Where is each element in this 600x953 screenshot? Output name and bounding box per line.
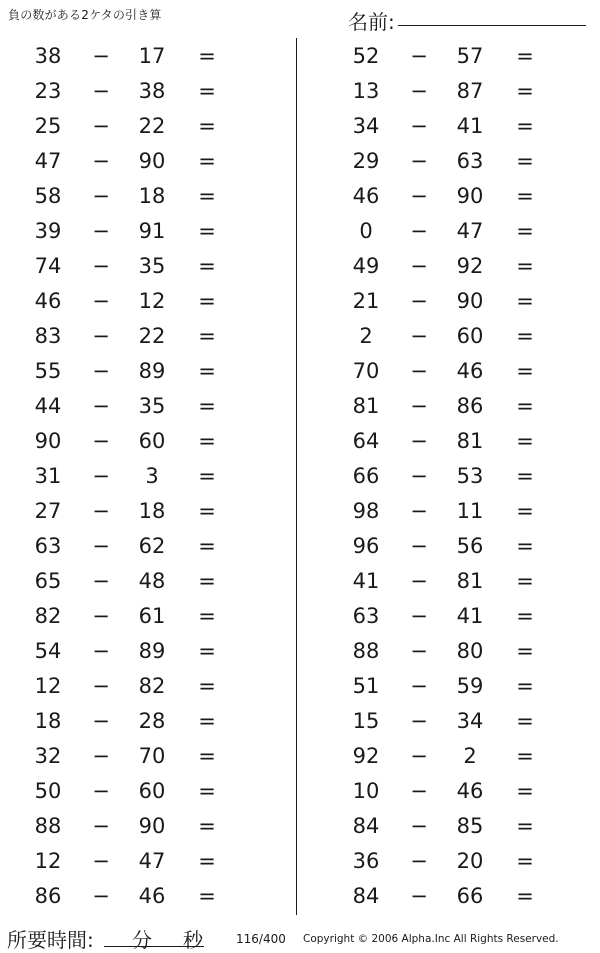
minus-sign: − bbox=[92, 254, 110, 278]
equals-sign: = bbox=[198, 254, 216, 278]
subtrahend: 60 bbox=[138, 779, 166, 803]
equals-sign: = bbox=[198, 849, 216, 873]
minuend: 13 bbox=[352, 79, 380, 103]
minuend: 10 bbox=[352, 779, 380, 803]
problem-row bbox=[0, 634, 260, 669]
minuend: 29 bbox=[352, 149, 380, 173]
minus-sign: − bbox=[410, 499, 428, 523]
minus-sign: − bbox=[92, 744, 110, 768]
problem-row bbox=[318, 844, 578, 879]
minus-sign: − bbox=[410, 149, 428, 173]
minus-sign: − bbox=[410, 324, 428, 348]
minuend: 23 bbox=[34, 79, 62, 103]
minus-sign: − bbox=[410, 184, 428, 208]
equals-sign: = bbox=[198, 534, 216, 558]
equals-sign: = bbox=[516, 44, 534, 68]
minuend: 88 bbox=[352, 639, 380, 663]
equals-sign: = bbox=[198, 289, 216, 313]
minus-sign: − bbox=[92, 884, 110, 908]
equals-sign: = bbox=[516, 709, 534, 733]
problem-row bbox=[0, 704, 260, 739]
minus-sign: − bbox=[92, 79, 110, 103]
equals-sign: = bbox=[198, 744, 216, 768]
minuend: 54 bbox=[34, 639, 62, 663]
subtrahend: 22 bbox=[138, 324, 166, 348]
minuend: 41 bbox=[352, 569, 380, 593]
minuend: 2 bbox=[359, 324, 373, 348]
equals-sign: = bbox=[516, 639, 534, 663]
subtrahend: 70 bbox=[138, 744, 166, 768]
equals-sign: = bbox=[198, 429, 216, 453]
minuend: 18 bbox=[34, 709, 62, 733]
minus-sign: − bbox=[410, 744, 428, 768]
problem-row bbox=[0, 809, 260, 844]
minus-sign: − bbox=[410, 394, 428, 418]
subtrahend: 12 bbox=[138, 289, 166, 313]
subtrahend: 47 bbox=[138, 849, 166, 873]
minuend: 0 bbox=[359, 219, 373, 243]
subtrahend: 28 bbox=[138, 709, 166, 733]
subtrahend: 41 bbox=[456, 604, 484, 628]
minus-sign: − bbox=[92, 709, 110, 733]
problem-row bbox=[318, 354, 578, 389]
problem-row bbox=[0, 74, 260, 109]
subtrahend: 46 bbox=[456, 779, 484, 803]
equals-sign: = bbox=[516, 744, 534, 768]
subtrahend: 35 bbox=[138, 254, 166, 278]
minuend: 31 bbox=[34, 464, 62, 488]
minus-sign: − bbox=[92, 464, 110, 488]
subtrahend: 66 bbox=[456, 884, 484, 908]
minuend: 84 bbox=[352, 884, 380, 908]
problem-row bbox=[0, 599, 260, 634]
minuend: 90 bbox=[34, 429, 62, 453]
subtrahend: 48 bbox=[138, 569, 166, 593]
equals-sign: = bbox=[516, 569, 534, 593]
problem-row bbox=[318, 564, 578, 599]
subtrahend: 80 bbox=[456, 639, 484, 663]
equals-sign: = bbox=[516, 814, 534, 838]
minuend: 64 bbox=[352, 429, 380, 453]
minuend: 88 bbox=[34, 814, 62, 838]
minus-sign: − bbox=[410, 849, 428, 873]
minus-sign: − bbox=[92, 324, 110, 348]
problem-row bbox=[318, 424, 578, 459]
problem-row bbox=[0, 284, 260, 319]
minuend: 46 bbox=[34, 289, 62, 313]
minus-sign: − bbox=[410, 779, 428, 803]
minus-sign: − bbox=[410, 639, 428, 663]
subtrahend: 56 bbox=[456, 534, 484, 558]
minuend: 47 bbox=[34, 149, 62, 173]
copyright-notice: Copyright © 2006 Alpha.Inc All Rights Reserved. bbox=[303, 933, 559, 945]
equals-sign: = bbox=[198, 44, 216, 68]
problem-row bbox=[318, 109, 578, 144]
equals-sign: = bbox=[198, 464, 216, 488]
minus-sign: − bbox=[92, 289, 110, 313]
equals-sign: = bbox=[198, 324, 216, 348]
equals-sign: = bbox=[516, 499, 534, 523]
equals-sign: = bbox=[198, 674, 216, 698]
equals-sign: = bbox=[198, 79, 216, 103]
minus-sign: − bbox=[92, 849, 110, 873]
subtrahend: 17 bbox=[138, 44, 166, 68]
problem-row bbox=[318, 214, 578, 249]
subtrahend: 62 bbox=[138, 534, 166, 558]
problem-row bbox=[318, 879, 578, 914]
minuend: 38 bbox=[34, 44, 62, 68]
subtrahend: 38 bbox=[138, 79, 166, 103]
minus-sign: − bbox=[92, 114, 110, 138]
problem-row bbox=[0, 669, 260, 704]
subtrahend: 20 bbox=[456, 849, 484, 873]
problem-row bbox=[0, 249, 260, 284]
minus-sign: − bbox=[410, 709, 428, 733]
problem-row bbox=[0, 389, 260, 424]
minus-sign: − bbox=[92, 149, 110, 173]
problem-row bbox=[318, 459, 578, 494]
subtrahend: 86 bbox=[456, 394, 484, 418]
subtrahend: 63 bbox=[456, 149, 484, 173]
problem-row bbox=[318, 809, 578, 844]
equals-sign: = bbox=[516, 359, 534, 383]
minus-sign: − bbox=[410, 359, 428, 383]
minuend: 39 bbox=[34, 219, 62, 243]
equals-sign: = bbox=[198, 184, 216, 208]
subtrahend: 60 bbox=[456, 324, 484, 348]
minus-sign: − bbox=[410, 814, 428, 838]
subtrahend: 57 bbox=[456, 44, 484, 68]
minuend: 70 bbox=[352, 359, 380, 383]
minuend: 12 bbox=[34, 849, 62, 873]
time-taken-label: 所要時間: bbox=[7, 928, 94, 952]
subtrahend: 11 bbox=[456, 499, 484, 523]
subtrahend: 89 bbox=[138, 359, 166, 383]
subtrahend: 85 bbox=[456, 814, 484, 838]
subtrahend: 18 bbox=[138, 184, 166, 208]
subtrahend: 34 bbox=[456, 709, 484, 733]
name-label: 名前: bbox=[348, 10, 395, 34]
minus-sign: − bbox=[92, 394, 110, 418]
equals-sign: = bbox=[198, 709, 216, 733]
minus-sign: − bbox=[92, 639, 110, 663]
equals-sign: = bbox=[198, 604, 216, 628]
equals-sign: = bbox=[516, 884, 534, 908]
problem-row bbox=[0, 39, 260, 74]
problem-row bbox=[0, 739, 260, 774]
minuend: 92 bbox=[352, 744, 380, 768]
equals-sign: = bbox=[516, 534, 534, 558]
equals-sign: = bbox=[516, 464, 534, 488]
minus-sign: − bbox=[410, 464, 428, 488]
seconds-unit: 秒 bbox=[183, 928, 203, 952]
problem-row bbox=[0, 214, 260, 249]
minuend: 50 bbox=[34, 779, 62, 803]
equals-sign: = bbox=[198, 814, 216, 838]
minus-sign: − bbox=[92, 779, 110, 803]
problem-row bbox=[0, 774, 260, 809]
equals-sign: = bbox=[516, 254, 534, 278]
equals-sign: = bbox=[516, 674, 534, 698]
equals-sign: = bbox=[516, 114, 534, 138]
subtrahend: 60 bbox=[138, 429, 166, 453]
problem-row bbox=[0, 529, 260, 564]
equals-sign: = bbox=[198, 499, 216, 523]
minuend: 55 bbox=[34, 359, 62, 383]
problem-row bbox=[0, 144, 260, 179]
equals-sign: = bbox=[198, 779, 216, 803]
minus-sign: − bbox=[410, 604, 428, 628]
name-blank-line bbox=[398, 25, 586, 26]
right-problem-column bbox=[318, 39, 578, 914]
subtrahend: 22 bbox=[138, 114, 166, 138]
equals-sign: = bbox=[198, 639, 216, 663]
worksheet-title: 負の数がある2ケタの引き算 bbox=[8, 8, 162, 22]
minus-sign: − bbox=[410, 674, 428, 698]
subtrahend: 90 bbox=[456, 184, 484, 208]
equals-sign: = bbox=[198, 359, 216, 383]
equals-sign: = bbox=[516, 79, 534, 103]
minus-sign: − bbox=[92, 604, 110, 628]
equals-sign: = bbox=[198, 569, 216, 593]
problem-row bbox=[318, 774, 578, 809]
equals-sign: = bbox=[198, 394, 216, 418]
minuend: 51 bbox=[352, 674, 380, 698]
equals-sign: = bbox=[516, 289, 534, 313]
minuend: 74 bbox=[34, 254, 62, 278]
subtrahend: 89 bbox=[138, 639, 166, 663]
minuend: 52 bbox=[352, 44, 380, 68]
subtrahend: 53 bbox=[456, 464, 484, 488]
subtrahend: 3 bbox=[145, 464, 159, 488]
minus-sign: − bbox=[410, 79, 428, 103]
minus-sign: − bbox=[92, 814, 110, 838]
minuend: 15 bbox=[352, 709, 380, 733]
problem-row bbox=[318, 669, 578, 704]
equals-sign: = bbox=[516, 219, 534, 243]
minuend: 96 bbox=[352, 534, 380, 558]
minuend: 44 bbox=[34, 394, 62, 418]
equals-sign: = bbox=[516, 184, 534, 208]
subtrahend: 41 bbox=[456, 114, 484, 138]
column-divider bbox=[296, 38, 297, 915]
equals-sign: = bbox=[516, 324, 534, 348]
problem-row bbox=[318, 319, 578, 354]
minus-sign: − bbox=[410, 884, 428, 908]
minuend: 63 bbox=[34, 534, 62, 558]
minus-sign: − bbox=[92, 429, 110, 453]
minus-sign: − bbox=[410, 44, 428, 68]
problem-row bbox=[318, 74, 578, 109]
minus-sign: − bbox=[410, 114, 428, 138]
problem-row bbox=[318, 704, 578, 739]
minuend: 27 bbox=[34, 499, 62, 523]
minuend: 32 bbox=[34, 744, 62, 768]
subtrahend: 61 bbox=[138, 604, 166, 628]
minus-sign: − bbox=[92, 674, 110, 698]
subtrahend: 2 bbox=[463, 744, 477, 768]
minus-sign: − bbox=[410, 219, 428, 243]
problem-row bbox=[318, 599, 578, 634]
problem-row bbox=[318, 529, 578, 564]
minus-sign: − bbox=[92, 569, 110, 593]
minus-sign: − bbox=[410, 429, 428, 453]
subtrahend: 87 bbox=[456, 79, 484, 103]
minuend: 65 bbox=[34, 569, 62, 593]
problem-row bbox=[0, 424, 260, 459]
equals-sign: = bbox=[198, 884, 216, 908]
problem-row bbox=[318, 634, 578, 669]
subtrahend: 82 bbox=[138, 674, 166, 698]
minuend: 25 bbox=[34, 114, 62, 138]
subtrahend: 35 bbox=[138, 394, 166, 418]
minus-sign: − bbox=[410, 569, 428, 593]
problem-row bbox=[0, 354, 260, 389]
equals-sign: = bbox=[516, 429, 534, 453]
problem-row bbox=[318, 179, 578, 214]
problem-row bbox=[318, 39, 578, 74]
equals-sign: = bbox=[516, 849, 534, 873]
minuend: 84 bbox=[352, 814, 380, 838]
minuend: 46 bbox=[352, 184, 380, 208]
subtrahend: 90 bbox=[138, 149, 166, 173]
subtrahend: 81 bbox=[456, 569, 484, 593]
equals-sign: = bbox=[198, 114, 216, 138]
subtrahend: 18 bbox=[138, 499, 166, 523]
minuend: 58 bbox=[34, 184, 62, 208]
equals-sign: = bbox=[516, 779, 534, 803]
minuend: 86 bbox=[34, 884, 62, 908]
subtrahend: 90 bbox=[138, 814, 166, 838]
minuend: 36 bbox=[352, 849, 380, 873]
problem-row bbox=[318, 144, 578, 179]
minus-sign: − bbox=[410, 289, 428, 313]
problem-row bbox=[318, 284, 578, 319]
left-problem-column bbox=[0, 39, 260, 914]
minus-sign: − bbox=[92, 219, 110, 243]
equals-sign: = bbox=[516, 394, 534, 418]
minutes-unit: 分 bbox=[132, 928, 152, 952]
minus-sign: − bbox=[92, 184, 110, 208]
minuend: 82 bbox=[34, 604, 62, 628]
equals-sign: = bbox=[198, 149, 216, 173]
subtrahend: 46 bbox=[456, 359, 484, 383]
minus-sign: − bbox=[410, 254, 428, 278]
problem-row bbox=[318, 739, 578, 774]
minuend: 66 bbox=[352, 464, 380, 488]
problem-row bbox=[0, 319, 260, 354]
problem-row bbox=[0, 564, 260, 599]
problem-row bbox=[318, 494, 578, 529]
minuend: 63 bbox=[352, 604, 380, 628]
minus-sign: − bbox=[92, 359, 110, 383]
problem-row bbox=[318, 249, 578, 284]
minuend: 34 bbox=[352, 114, 380, 138]
subtrahend: 91 bbox=[138, 219, 166, 243]
equals-sign: = bbox=[516, 604, 534, 628]
equals-sign: = bbox=[516, 149, 534, 173]
subtrahend: 47 bbox=[456, 219, 484, 243]
subtrahend: 92 bbox=[456, 254, 484, 278]
minus-sign: − bbox=[410, 534, 428, 558]
page-number: 116/400 bbox=[236, 932, 286, 946]
problem-row bbox=[0, 459, 260, 494]
problem-row bbox=[0, 109, 260, 144]
minuend: 83 bbox=[34, 324, 62, 348]
subtrahend: 90 bbox=[456, 289, 484, 313]
minus-sign: − bbox=[92, 499, 110, 523]
minuend: 81 bbox=[352, 394, 380, 418]
subtrahend: 46 bbox=[138, 884, 166, 908]
minuend: 21 bbox=[352, 289, 380, 313]
minuend: 49 bbox=[352, 254, 380, 278]
problem-row bbox=[318, 389, 578, 424]
problem-row bbox=[0, 179, 260, 214]
minuend: 12 bbox=[34, 674, 62, 698]
subtrahend: 59 bbox=[456, 674, 484, 698]
equals-sign: = bbox=[198, 219, 216, 243]
problem-row bbox=[0, 879, 260, 914]
minus-sign: − bbox=[92, 44, 110, 68]
minus-sign: − bbox=[92, 534, 110, 558]
subtrahend: 81 bbox=[456, 429, 484, 453]
minuend: 98 bbox=[352, 499, 380, 523]
problem-row bbox=[0, 494, 260, 529]
problem-row bbox=[0, 844, 260, 879]
